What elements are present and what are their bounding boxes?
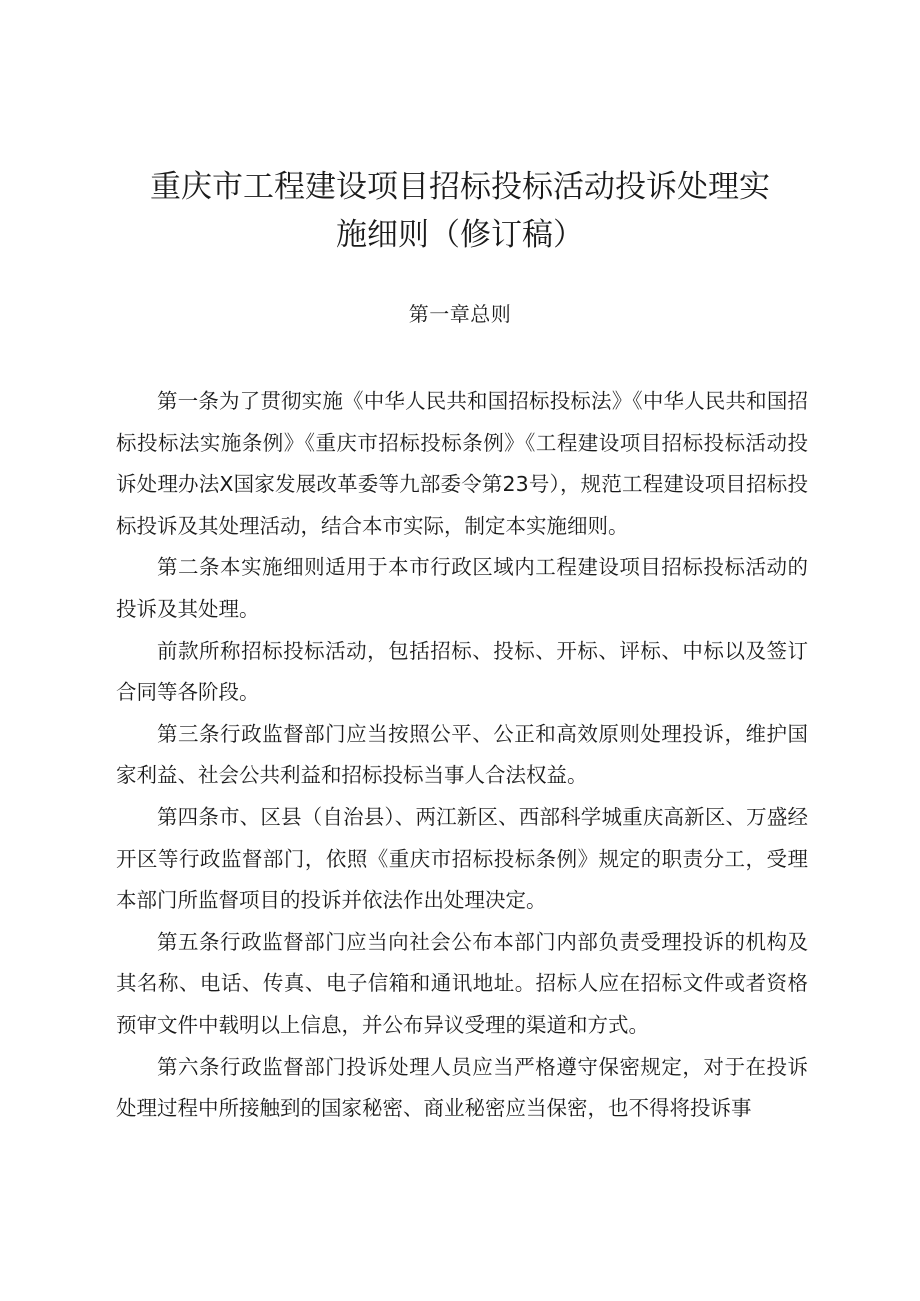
title-line-2: 施细则（修订稿） bbox=[336, 217, 584, 253]
document-title bbox=[140, 163, 780, 259]
article-5-paragraph: 第五条行政监督部门应当向社会公布本部门内部负责受理投诉的机构及其名称、电话、传真、电子信箱和通讯地址。招标人应在招标文件或者资格预审文件中载明以上信息，并公布异议受理的渠道和方式。 bbox=[116, 929, 808, 1037]
article-3-paragraph: 第三条行政监督部门应当按照公平、公正和高效原则处理投诉，维护国家利益、社会公共利益和招标投标当事人合法权益。 bbox=[116, 721, 808, 788]
chapter-heading: 第一章总则 bbox=[408, 302, 512, 326]
title-line-1: 重庆市工程建设项目招标投标活动投诉处理实 bbox=[150, 169, 770, 205]
article-6-paragraph: 第六条行政监督部门投诉处理人员应当严格遵守保密规定，对于在投诉处理过程中所接触到的国家秘密、商业秘密应当保密，也不得将投诉事 bbox=[116, 1054, 808, 1121]
article-2-paragraph: 第二条本实施细则适用于本市行政区域内工程建设项目招标投标活动的投诉及其处理。 bbox=[116, 555, 808, 621]
document-body bbox=[116, 381, 808, 1130]
article-2-clause-paragraph: 前款所称招标投标活动，包括招标、投标、开标、评标、中标以及签订合同等各阶段。 bbox=[116, 638, 808, 705]
article-4-paragraph: 第四条市、区县（自治县）、两江新区、西部科学城重庆高新区、万盛经开区等行政监督部门，依照《重庆市招标投标条例》规定的职责分工，受理本部门所监督项目的投诉并依法作出处理决定。 bbox=[116, 804, 808, 913]
article-1-paragraph: 第一条为了贯彻实施《中华人民共和国招标投标法》《中华人民共和国招标投标法实施条例》《重庆市招标投标条例》《工程建设项目招标投标活动投诉处理办法X国家发展改革委等九部委令第23号），规范工程建设项目招标投标投诉及其处理活动，结合本市实际，制定本实施细则。 bbox=[116, 389, 808, 538]
